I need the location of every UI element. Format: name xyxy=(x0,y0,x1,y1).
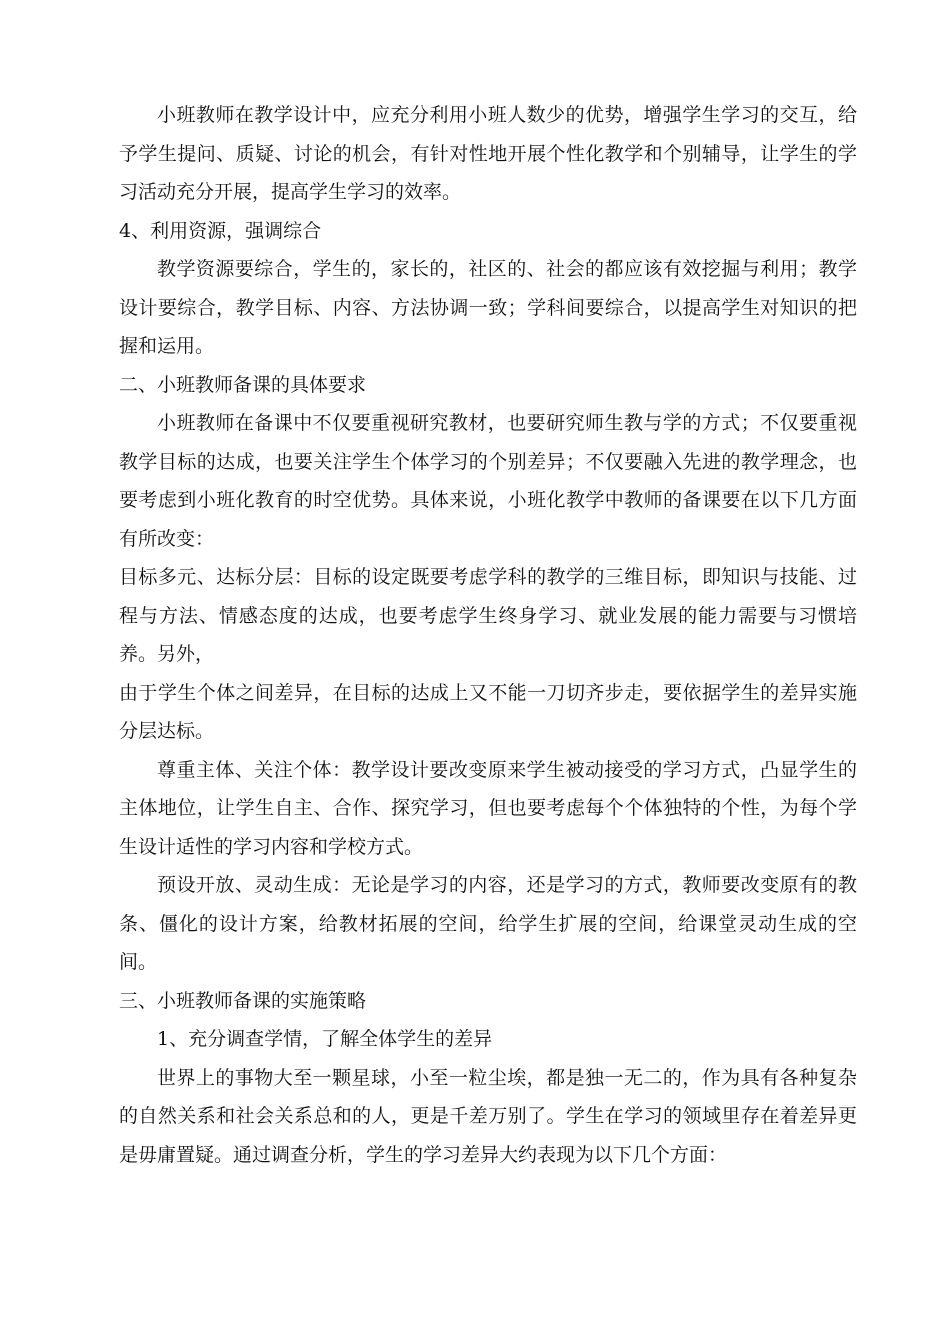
paragraph-student-differences: 世界上的事物大至一颗星球，小至一粒尘埃，都是独一无二的，作为具有各种复杂的自然关系和社会关系总和的人，更是千差万别了。学生在学习的领域里存在着差异更是毋庸置疑。通过调查分析，学生的学习差异大约表现为以下几个方面： xyxy=(119,1066,857,1166)
subheading-investigate-learning: 1、充分调查学情，了解全体学生的差异 xyxy=(157,1028,493,1050)
section-heading-requirements: 二、小班教师备课的具体要求 xyxy=(119,373,367,396)
paragraph-layered-goals: 由于学生个体之间差异，在目标的达成上又不能一刀切齐步走，要依据学生的差异实施分层达标。 xyxy=(119,681,857,742)
document-page xyxy=(119,96,857,1174)
paragraph-resource-integration: 教学资源要综合，学生的，家长的，社区的、社会的都应该有效挖掘与利用；教学设计要综合，教学目标、内容、方法协调一致；学科间要综合，以提高学生对知识的把握和运用。 xyxy=(119,258,857,357)
section-heading-strategies: 三、小班教师备课的实施策略 xyxy=(119,989,367,1012)
paragraph-requirements-intro: 小班教师在备课中不仅要重视研究教材，也要研究师生教与学的方式；不仅要重视教学目标的达成，也要关注学生个体学习的个别差异；不仅要融入先进的教学理念，也要考虑到小班化教育的时空优势。具体来说，小班化教学中教师的备课要在以下几方面有所改变： xyxy=(119,412,857,550)
paragraph-diverse-goals: 目标多元、达标分层：目标的设定既要考虑学科的教学的三维目标，即知识与技能、过程与方法、情感态度的达成，也要考虑学生终身学习、就业发展的能力需要与习惯培养。另外， xyxy=(119,566,857,665)
paragraph-interaction-advantage: 小班教师在教学设计中，应充分利用小班人数少的优势，增强学生学习的交互，给予学生提问、质疑、讨论的机会，有针对性地开展个性化教学和个别辅导，让学生的学习活动充分开展，提高学生学习的效率。 xyxy=(119,104,857,203)
paragraph-respect-subject: 尊重主体、关注个体：教学设计要改变原来学生被动接受的学习方式，凸显学生的主体地位，让学生自主、合作、探究学习，但也要考虑每个个体独特的个性，为每个学生设计适性的学习内容和学校方式。 xyxy=(119,758,857,858)
heading-use-resources: 4、利用资源，强调综合 xyxy=(119,219,322,242)
paragraph-open-presets: 预设开放、灵动生成：无论是学习的内容，还是学习的方式，教师要改变原有的教条、僵化的设计方案，给教材拓展的空间，给学生扩展的空间，给课堂灵动生成的空间。 xyxy=(119,874,857,973)
